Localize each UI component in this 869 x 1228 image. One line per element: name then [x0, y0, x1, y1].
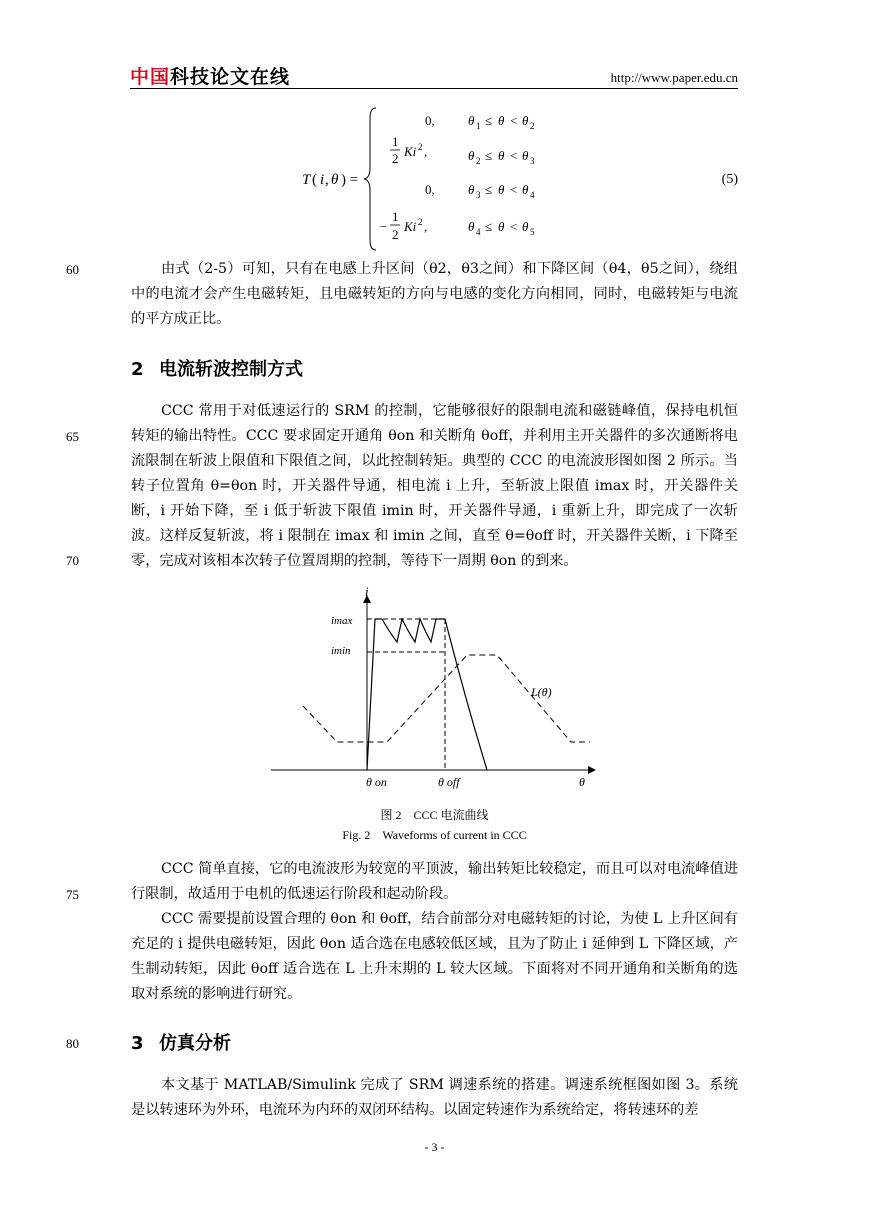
y-axis-label: i	[365, 584, 369, 599]
svg-text:θ: θ	[468, 148, 475, 163]
page-number: - 3 -	[424, 1140, 445, 1154]
figure-caption-cn: 图 2 CCC 电流曲线	[380, 808, 489, 822]
section-heading	[131, 1029, 231, 1055]
paragraph	[131, 257, 738, 332]
svg-text:θ: θ	[498, 113, 505, 128]
inductance-label: L(θ)	[531, 685, 552, 699]
svg-text:3: 3	[530, 156, 535, 166]
svg-text:0,: 0,	[425, 113, 435, 128]
section-number: 2	[131, 359, 144, 380]
section-number: 3	[131, 1033, 144, 1054]
svg-text:θ: θ	[468, 219, 475, 234]
svg-text:Ki: Ki	[404, 144, 417, 159]
svg-text:2: 2	[530, 121, 535, 131]
logo-red-text: 中国	[130, 66, 171, 88]
svg-text:θ: θ	[522, 148, 529, 163]
svg-text:2: 2	[418, 217, 423, 227]
paragraph-text: CCC 简单直接，它的电流波形为较宽的平顶波，输出转矩比较稳定，而且可以对电流峰值进行限制，故适用于电机的低速运行阶段和起动阶段。	[131, 861, 738, 902]
imin-label: imin	[331, 645, 351, 657]
paragraph	[131, 857, 738, 1007]
line-number: 65	[66, 429, 79, 444]
paragraph-text: 由式（2-5）可知，只有在电感上升区间（θ2，θ3之间）和下降区间（θ4，θ5之间），绕组中的电流才会产生电磁转矩，且电磁转矩的方向与电感的变化方向相同，同时，电磁转矩与电流的平方成正比。	[131, 261, 738, 327]
svg-text:1: 1	[476, 121, 481, 131]
svg-text:,: ,	[424, 219, 428, 234]
svg-text:<: <	[510, 182, 518, 197]
theta-on-label: θ on	[366, 775, 387, 789]
svg-text:θ: θ	[498, 182, 505, 197]
journal-logo	[130, 62, 290, 89]
figure-caption-en: Fig. 2 Waveforms of current in CCC	[342, 828, 527, 842]
svg-text:4: 4	[530, 190, 535, 200]
section-title: 仿真分析	[159, 1033, 231, 1054]
paragraph-text: CCC 需要提前设置合理的 θon 和 θoff，结合前部分对电磁转矩的讨论，为使 L 上升区间有充足的 i 提供电磁转矩，因此 θon 适合选在电感较低区域，且为了防止 i 延伸到 L 下降区域，产生制动转矩，因此 θoff 适合选在 L 上升末期的 L 较大区域。下面将对不同开通角和关断角的选取对系统的影响进行研究。	[131, 911, 738, 1002]
svg-text:(: (	[312, 172, 317, 188]
svg-text:i: i	[320, 172, 325, 188]
svg-text:<: <	[510, 113, 518, 128]
paragraph-text: CCC 常用于对低速运行的 SRM 的控制，它能够很好的限制电流和磁链峰值，保持电机恒转矩的输出特性。CCC 要求固定开通角 θon 和关断角 θoff，并利用主开关器件的多次通断将电流限制在斩波上限值和下限值之间，以此控制转矩。典型的 CCC 的电流波形图如图 2 所示。当转子位置角 θ=θon 时，开关器件导通，相电流 i 上升，至斩波上限值 imax 时，开关器件关断，i 开始下降，至 i 低于斩波下限值 imin 时，开关器件导通，i 重新上升，即完成了一次斩波。这样反复斩波，将 i 限制在 imax 和 imin 之间，直至 θ=θoff 时，开关器件关断，i 下降至零，完成对该相本次转子位置周期的控制，等待下一周期 θon 的到来。	[131, 403, 738, 569]
section-title: 电流斩波控制方式	[159, 359, 303, 380]
line-number: 80	[66, 1036, 79, 1051]
svg-text:) =: ) =	[341, 172, 359, 188]
svg-text:θ: θ	[498, 219, 505, 234]
line-number: 70	[66, 553, 79, 568]
equation-brace	[364, 108, 376, 250]
svg-text:θ: θ	[331, 172, 339, 188]
equation-lhs: T	[302, 172, 311, 188]
header-rule	[130, 88, 738, 89]
svg-text:≤: ≤	[485, 219, 493, 234]
paragraph	[131, 1073, 738, 1123]
imax-label: imax	[331, 615, 353, 627]
svg-text:2: 2	[392, 227, 399, 242]
svg-text:θ: θ	[498, 148, 505, 163]
svg-text:Ki: Ki	[404, 219, 417, 234]
svg-text:−: −	[380, 219, 388, 234]
logo-black-text: 科技论文在线	[170, 66, 291, 88]
svg-text:2: 2	[476, 156, 481, 166]
svg-text:<: <	[510, 219, 518, 234]
svg-text:1: 1	[392, 209, 399, 224]
svg-text:θ: θ	[522, 113, 529, 128]
section-heading	[131, 355, 303, 381]
header-url[interactable]: http://www.paper.edu.cn	[610, 70, 738, 85]
theta-axis-label: θ	[579, 775, 585, 789]
svg-text:0,: 0,	[425, 182, 435, 197]
svg-text:θ: θ	[468, 113, 475, 128]
paragraph	[131, 399, 738, 574]
current-waveform	[367, 619, 487, 770]
svg-text:,: ,	[325, 172, 329, 188]
svg-text:<: <	[510, 148, 518, 163]
svg-text:4: 4	[476, 227, 481, 237]
svg-text:,: ,	[424, 144, 428, 159]
svg-text:≤: ≤	[485, 148, 493, 163]
svg-text:2: 2	[392, 151, 399, 166]
svg-text:2: 2	[418, 142, 423, 152]
line-number: 75	[66, 887, 79, 902]
svg-text:≤: ≤	[485, 113, 493, 128]
svg-text:θ: θ	[522, 219, 529, 234]
svg-text:θ: θ	[468, 182, 475, 197]
theta-off-label: θ off	[438, 775, 460, 789]
svg-text:5: 5	[530, 227, 535, 237]
figure-ccc-waveform	[265, 578, 610, 800]
line-number: 60	[66, 262, 79, 277]
svg-text:3: 3	[476, 190, 481, 200]
svg-text:1: 1	[392, 134, 399, 149]
paragraph-text: 本文基于 MATLAB/Simulink 完成了 SRM 调速系统的搭建。调速系统框图如图 3。系统是以转速环为外环，电流环为内环的双闭环结构。以固定转速作为系统给定，将转速环的差	[131, 1077, 738, 1118]
svg-text:≤: ≤	[485, 182, 493, 197]
svg-text:θ: θ	[522, 182, 529, 197]
equation-5	[290, 100, 610, 260]
equation-number: (5)	[721, 172, 738, 187]
